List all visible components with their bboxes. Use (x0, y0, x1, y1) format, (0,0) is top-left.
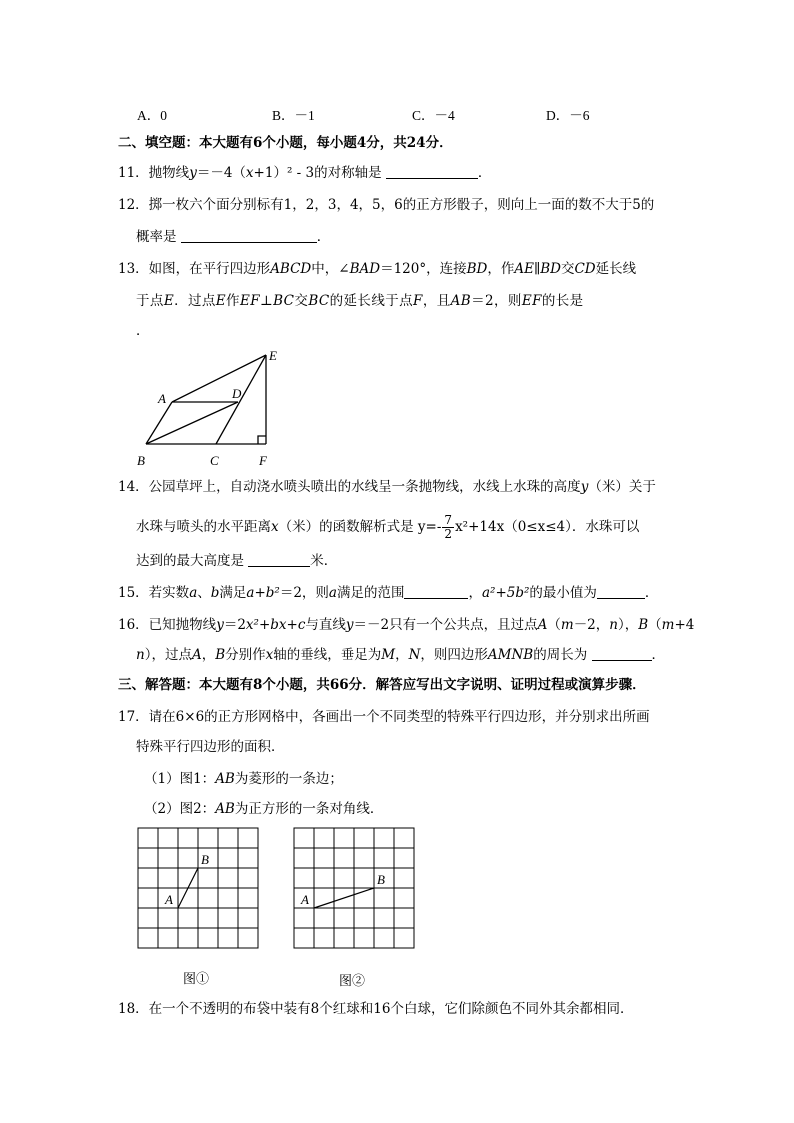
question-16-line2: n），过点A，B分别作x轴的垂线，垂足为M，N，则四边形AMNB的周长为 ． (136, 647, 665, 663)
label-A: A (301, 892, 309, 907)
label-A: A (158, 391, 166, 406)
answer-blank[interactable] (404, 584, 468, 599)
right-angle-mark (258, 436, 266, 444)
section-3-header: 三、解答题：本大题有8个小题，共66分．解答应写出文字说明、证明过程或演算步骤． (118, 677, 646, 693)
grid-figure-1 (136, 826, 260, 950)
label-D: D (232, 386, 242, 401)
answer-blank[interactable] (597, 584, 645, 599)
option-a: A．0 (137, 108, 167, 123)
figure-2-caption: 图② (339, 974, 366, 989)
segment-AB (314, 888, 374, 908)
question-17-line1: 17．请在6×6的正方形网格中，各画出一个不同类型的特殊平行四边形，并分别求出所画 (118, 709, 650, 725)
question-15: 15．若实数a、b满足a+b²＝2，则a满足的范围 ，a²+5b²的最小值为 ． (118, 585, 659, 601)
segment-AE (172, 355, 266, 402)
question-17-line2: 特殊平行四边形的面积． (136, 739, 285, 755)
question-13-line2: 于点E．过点E作EF⊥BC交BC的延长线于点F，且AB＝2，则EF的长是 (136, 293, 584, 309)
question-14-line3: 达到的最大高度是 米． (136, 553, 338, 569)
answer-blank[interactable] (181, 228, 317, 243)
label-B: B (137, 453, 145, 468)
answer-blank[interactable] (592, 646, 652, 661)
question-12-line1: 12．掷一枚六个面分别标有1，2，3，4，5，6的正方形骰子，则向上一面的数不大于5的 (118, 197, 655, 213)
answer-blank[interactable] (386, 164, 478, 179)
question-13-line1: 13．如图，在平行四边形ABCD中，∠BAD＝120°，连接BD，作AE∥BD交CD延长线 (118, 261, 637, 277)
figure-1-caption: 图① (183, 972, 210, 987)
option-d: D．－6 (546, 108, 590, 123)
question-18-line1: 18．在一个不透明的布袋中装有8个红球和16个白球，它们除颜色不同外其余都相同． (118, 1001, 634, 1017)
question-12-line2: 概率是 ． (136, 229, 331, 245)
label-E: E (269, 348, 277, 363)
question-13-line3: ． (136, 323, 150, 339)
question-17-sub2: （2）图2：AB为正方形的一条对角线． (144, 801, 384, 817)
label-B: B (201, 852, 209, 867)
label-B: B (377, 872, 385, 887)
label-A: A (165, 892, 173, 907)
option-c: C．－4 (412, 108, 455, 123)
label-F: F (259, 453, 267, 468)
question-11: 11．抛物线y＝－4（x+1）² - 3的对称轴是 ． (118, 165, 492, 181)
question-14-line2: 水珠与喷头的水平距离x（米）的函数解析式是 y=- $\frac{7}{2}$ x²+14x（0≤x≤4）．水珠可以 (136, 513, 640, 541)
question-17-sub1: （1）图1：AB为菱形的一条边； (144, 771, 343, 787)
parallelogram-figure (132, 342, 292, 472)
fraction: $\frac{7}{2}$ (444, 513, 453, 541)
question-14-line1: 14．公园草坪上，自动浇水喷头喷出的水线呈一条抛物线，水线上水珠的高度y（米）关于 (118, 479, 656, 495)
option-b: B．－1 (272, 108, 315, 123)
section-2-header: 二、填空题：本大题有6个小题，每小题4分，共24分． (118, 135, 453, 151)
label-C: C (210, 453, 219, 468)
grid-figure-2 (292, 826, 416, 950)
answer-blank[interactable] (248, 552, 310, 567)
segment-BD (146, 402, 238, 444)
question-16-line1: 16．已知抛物线y＝2x²+bx+c与直线y＝－2只有一个公共点，且过点A（m－2，n），B（m+4 (118, 617, 695, 633)
